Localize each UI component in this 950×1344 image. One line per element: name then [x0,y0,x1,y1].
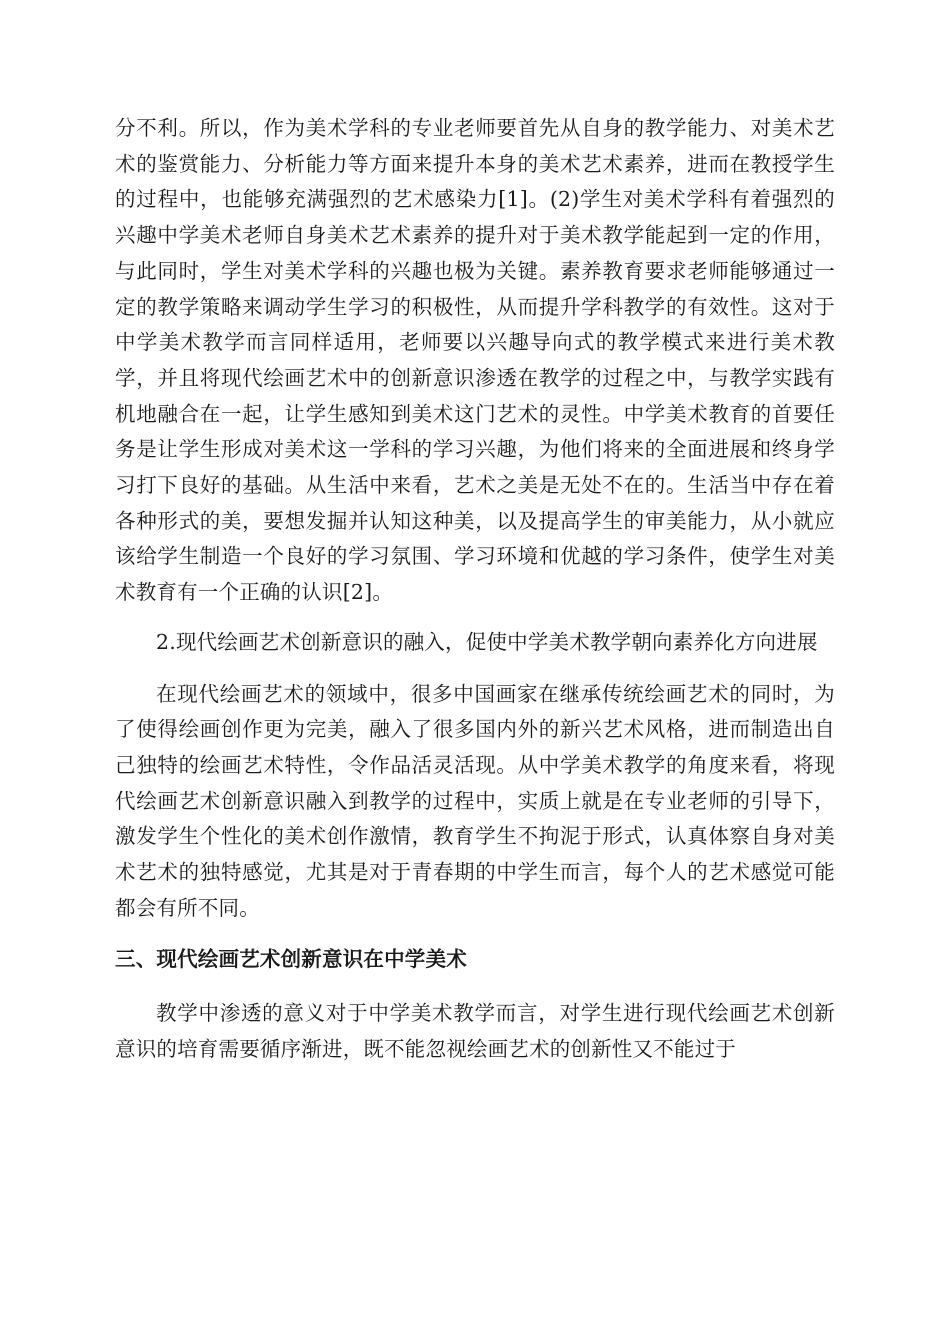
body-paragraph-3: 教学中渗透的意义对于中学美术教学而言，对学生进行现代绘画艺术创新意识的培育需要循序渐进，既不能忽视绘画艺术的创新性又不能过于 [115,1001,835,1061]
document-page [115,111,835,1068]
paragraph-spacer [115,661,835,677]
body-paragraph-1: 分不利。所以，作为美术学科的专业老师要首先从自身的教学能力、对美术艺术的鉴赏能力、分析能力等方面来提升本身的美术艺术素养，进而在教授学生的过程中，也能够充满强烈的艺术感染力[1]。(2)学生对美术学科有着强烈的兴趣中学美术老师自身美术艺术素养的提升对于美术教学能起到一定的作用，与此同时，学生对美术学科的兴趣也极为关键。素养教育要求老师能够通过一定的教学策略来调动学生学习的积极性，从而提升学科教学的有效性。这对于中学美术教学而言同样适用，老师要以兴趣导向式的教学模式来进行美术教学，并且将现代绘画艺术中的创新意识渗透在教学的过程之中，与教学实践有机地融合在一起，让学生感知到美术这门艺术的灵性。中学美术教育的首要任务是让学生形成对美术这一学科的学习兴趣，为他们将来的全面进展和终身学习打下良好的基础。从生活中来看，艺术之美是无处不在的。生活当中存在着各种形式的美，要想发掘并认知这种美，以及提高学生的审美能力，从小就应该给学生制造一个良好的学习氛围、学习环境和优越的学习条件，使学生对美术教育有一个正确的认识[2]。 [115,116,835,605]
subsection-heading: 2.现代绘画艺术创新意识的融入，促使中学美术教学朝向素养化方向进展 [156,629,818,654]
body-paragraph-2: 在现代绘画艺术的领域中，很多中国画家在继承传统绘画艺术的同时，为了使得绘画创作更为完美，融入了很多国内外的新兴艺术风格，进而制造出自己独特的绘画艺术特性，令作品活灵活现。从中学美术教学的角度来看，将现代绘画艺术创新意识融入到教学的过程中，实质上就是在专业老师的引导下，激发学生个性化的美术创作激情，教育学生不拘泥于形式，认真体察自身对美术艺术的独特感觉，尤其是对于青春期的中学生而言，每个人的艺术感觉可能都会有所不同。 [115,681,835,920]
section-heading: 三、现代绘画艺术创新意识在中学美术 [115,947,467,972]
paragraph-spacer [115,611,835,625]
paragraph-spacer [115,926,835,942]
paragraph-spacer [115,978,835,996]
